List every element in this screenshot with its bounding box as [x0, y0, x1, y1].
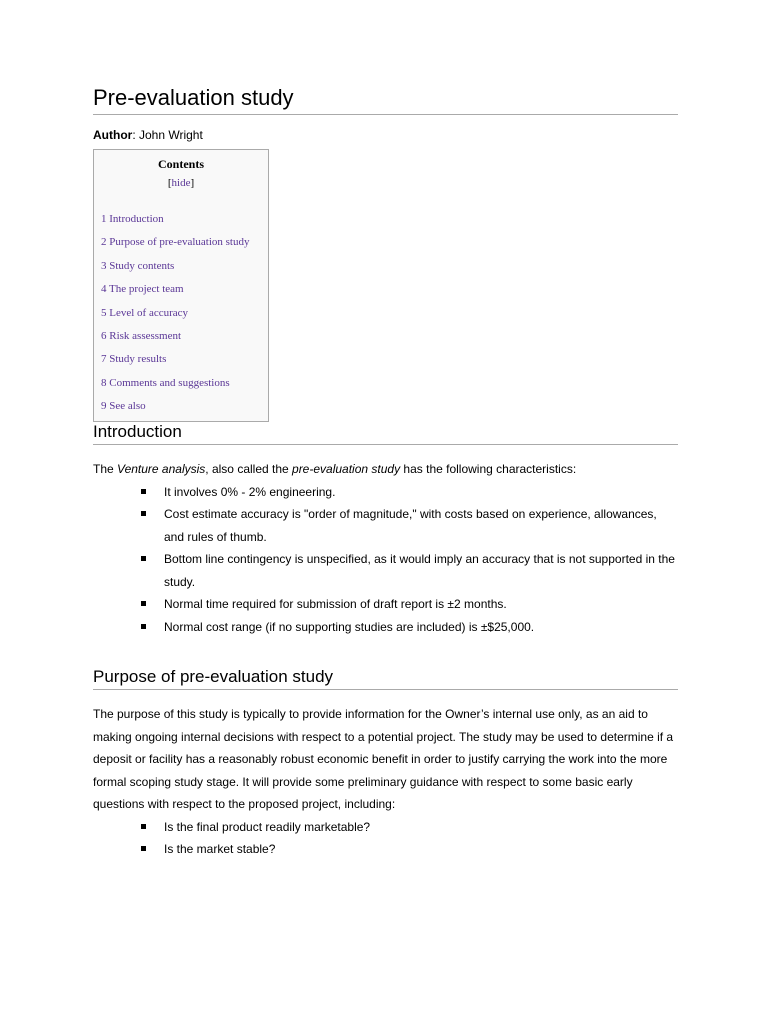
toc-item-study-contents[interactable]: 3 Study contents [101, 259, 175, 272]
toc-item-comments[interactable]: 8 Comments and suggestions [101, 376, 230, 389]
page-title: Pre-evaluation study [93, 84, 678, 115]
toc-item-introduction[interactable]: 1 Introduction [101, 213, 164, 225]
toc-hide-close-bracket: ] [190, 177, 195, 189]
toc-item-study-results[interactable]: 7 Study results [101, 353, 167, 366]
intro-text-mid: , also called the [205, 462, 293, 477]
author-separator: : [132, 128, 139, 142]
article [93, 84, 678, 861]
intro-term-venture-analysis: Venture analysis [117, 462, 206, 477]
toc-item-risk-assessment[interactable]: 6 Risk assessment [101, 329, 182, 342]
intro-text-pre: The [93, 462, 118, 477]
list-item: Is the final product readily marketable? [93, 816, 678, 839]
list-item: It involves 0% - 2% engineering. [93, 481, 678, 504]
section-heading-purpose: Purpose of pre-evaluation study [93, 667, 678, 690]
purpose-bullet-list [93, 816, 678, 861]
section-heading-introduction: Introduction [93, 422, 678, 445]
toc-item-see-also[interactable]: 9 See also [101, 400, 146, 413]
toc-hide-toggle [94, 176, 268, 190]
intro-term-pre-evaluation: pre-evaluation study [292, 462, 401, 477]
author-label: Author [93, 128, 133, 142]
author-line [93, 127, 678, 143]
list-item: Bottom line contingency is unspecified, as it would imply an accuracy that is not supported in the study. [93, 548, 678, 593]
table-of-contents [93, 149, 269, 422]
list-item: Normal time required for submission of draft report is ±2 months. [93, 593, 678, 616]
list-item: Normal cost range (if no supporting studies are included) is ±$25,000. [93, 616, 678, 639]
author-name: John Wright [139, 128, 203, 142]
toc-list [94, 212, 268, 413]
toc-hide-open-bracket: [ [167, 177, 172, 189]
toc-item-purpose[interactable]: 2 Purpose of pre-evaluation study [101, 236, 250, 249]
purpose-paragraph: The purpose of this study is typically to provide information for the Owner’s internal use only, as an aid to making ongoing internal decisions with respect to a potential project. The study may be used to determine if a deposit or facility has a reasonably robust economic benefit in order to justify carrying the work into the more formal scoping study stage. It will provide some preliminary guidance with respect to some basic early questions with respect to the proposed project, including: [93, 707, 674, 812]
list-item: Is the market stable? [93, 838, 678, 861]
introduction-paragraph [93, 458, 678, 481]
toc-item-project-team[interactable]: 4 The project team [101, 283, 184, 296]
toc-hide-link[interactable]: hide [171, 177, 191, 189]
introduction-bullet-list [93, 481, 678, 639]
toc-title: Contents [157, 157, 204, 171]
toc-item-level-of-accuracy[interactable]: 5 Level of accuracy [101, 306, 189, 319]
intro-text-post: has the following characteristics: [400, 462, 577, 477]
list-item: Cost estimate accuracy is "order of magnitude," with costs based on experience, allowances, and rules of thumb. [93, 503, 678, 548]
